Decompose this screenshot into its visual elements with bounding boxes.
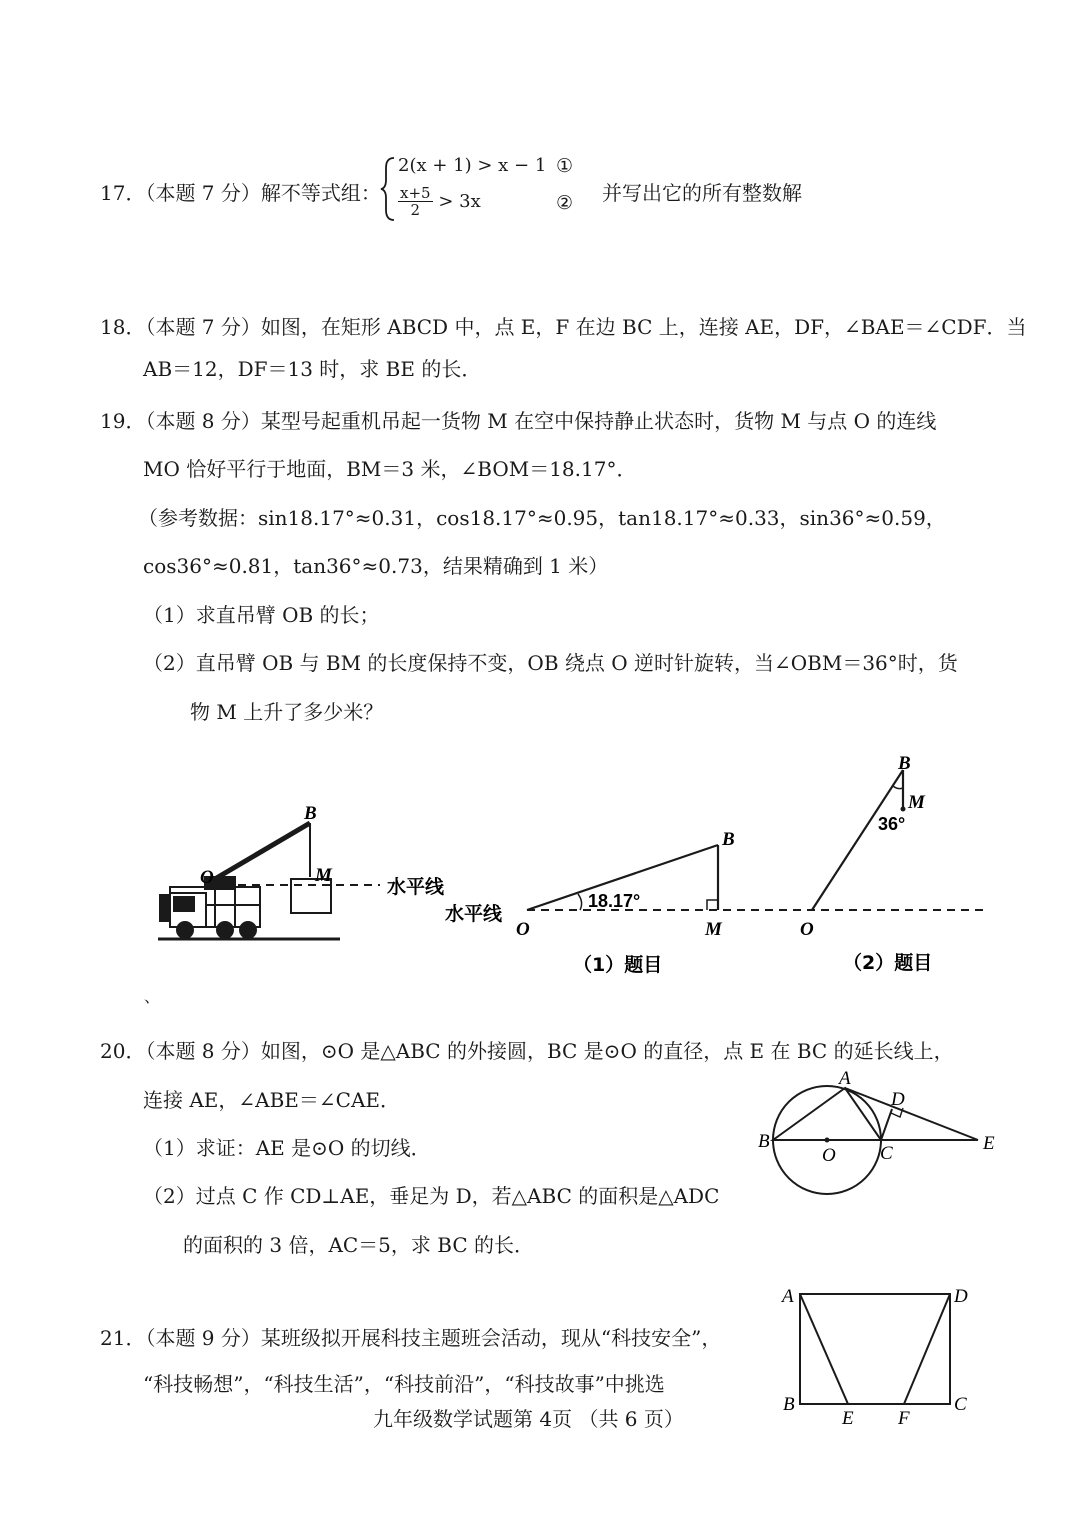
label-B-2: B: [722, 829, 735, 850]
horizontal-label-2: 水平线: [445, 903, 503, 925]
label-A-rect: A: [782, 1286, 794, 1307]
right-angle-mark-1: [707, 900, 718, 910]
label-F-rect: F: [898, 1408, 910, 1429]
label-O-2: O: [516, 919, 530, 940]
segment-AE: [800, 1294, 848, 1404]
circle-figure: [750, 1065, 1010, 1205]
q19-sub-1: （1）求直吊臂 OB 的长；: [143, 603, 380, 627]
q20-line-2: 连接 AE，∠ABE＝∠CAE．: [143, 1088, 401, 1112]
q17-fraction-denominator: 2: [410, 201, 421, 219]
crane-figure: [0, 745, 1080, 1005]
q19-sub-2a: （2）直吊臂 OB 与 BM 的长度保持不变，OB 绕点 O 逆时针旋转，当∠OBM＝36°时，货: [143, 651, 958, 675]
angle-label-2: 36°: [878, 814, 906, 834]
label-D: D: [891, 1089, 905, 1110]
q17-fraction-numerator: x+5: [400, 184, 431, 202]
crane-boom: [208, 823, 310, 883]
q20-sub-2b: 的面积的 3 倍，AC＝5，求 BC 的长．: [183, 1233, 534, 1257]
angle-arc-2: [893, 786, 903, 789]
point-M-2: [901, 807, 906, 812]
q19-line-1: 19．（本题 8 分）某型号起重机吊起一货物 M 在空中保持静止状态时，货物 M 与点 O 的连线: [100, 409, 937, 433]
q21-line-1: 21．（本题 9 分）某班级拟开展科技主题班会活动，现从“科技安全”，: [100, 1326, 722, 1350]
label-C-rect: C: [954, 1394, 967, 1415]
segment-DF: [904, 1294, 950, 1404]
label-E: E: [983, 1133, 995, 1154]
label-O: O: [822, 1145, 836, 1166]
label-M-3: M: [908, 792, 925, 813]
label-O-3: O: [800, 919, 814, 940]
angle-arc-1: [578, 894, 582, 910]
page-footer: 九年级数学试题第 4页 （共 6 页）: [373, 1407, 684, 1431]
q17-inequality-2: [398, 185, 481, 218]
line-AE: [845, 1088, 978, 1140]
label-C: C: [880, 1143, 893, 1164]
line-CD: [881, 1109, 892, 1140]
q19-ref-line-1: （参考数据：sin18.17°≈0.31，cos18.17°≈0.95，tan18.17°≈0.33，sin36°≈0.59，: [138, 506, 946, 530]
label-E-rect: E: [842, 1408, 854, 1429]
label-D-rect: D: [954, 1286, 968, 1307]
q18-line-1: 18．（本题 7 分）如图，在矩形 ABCD 中，点 E，F 在边 BC 上，连接 AE，DF，∠BAE＝∠CDF．当: [100, 315, 1027, 339]
horizontal-label-1: 水平线: [387, 876, 445, 898]
label-A: A: [839, 1068, 851, 1089]
q17-mark-2: ②: [556, 192, 574, 214]
label-B-1: B: [304, 803, 317, 824]
q19-ref-line-2: cos36°≈0.81，tan36°≈0.73，结果精确到 1 米）: [143, 554, 609, 578]
q17-brace: [380, 154, 400, 224]
segment-OB-2: [812, 770, 906, 910]
label-M-1: M: [315, 865, 332, 886]
angle-label-1: 18.17°: [588, 891, 641, 911]
q17-inequality-1: 2(x + 1) > x − 1: [398, 155, 547, 176]
label-M-2: M: [705, 919, 722, 940]
label-B-3: B: [898, 753, 911, 774]
caption-1: （1）题目: [573, 954, 663, 976]
q20-sub-1: （1）求证：AE 是⊙O 的切线．: [143, 1136, 431, 1160]
center-point-O: [825, 1138, 830, 1143]
q18-line-2: AB＝12，DF＝13 时，求 BE 的长．: [143, 357, 482, 381]
q17-fraction: [398, 185, 433, 218]
rectangle-figure: [778, 1282, 978, 1432]
caption-2: （2）题目: [843, 952, 933, 974]
label-B: B: [758, 1131, 770, 1152]
label-B-rect: B: [783, 1394, 795, 1415]
q20-line-1: 20．（本题 8 分）如图，⊙O 是△ABC 的外接圆，BC 是⊙O 的直径，点 E 在 BC 的延长线上，: [100, 1039, 954, 1063]
q19-sub-2b: 物 M 上升了多少米？: [190, 700, 384, 724]
q17-suffix: 并写出它的所有整数解: [602, 181, 802, 205]
q17-prefix: 17．（本题 7 分）解不等式组：: [100, 181, 381, 205]
stray-mark: 、: [144, 987, 161, 1006]
q17-mark-1: ①: [556, 155, 574, 177]
q20-sub-2a: （2）过点 C 作 CD⊥AE，垂足为 D，若△ABC 的面积是△ADC: [143, 1184, 720, 1208]
label-O-1: O: [200, 867, 214, 888]
q17-inequality-2-rhs: > 3x: [438, 191, 481, 212]
q21-line-2: “科技畅想”，“科技生活”，“科技前沿”，“科技故事”中挑选: [143, 1372, 665, 1396]
q19-line-2: MO 恰好平行于地面，BM＝3 米，∠BOM＝18.17°．: [143, 457, 637, 481]
